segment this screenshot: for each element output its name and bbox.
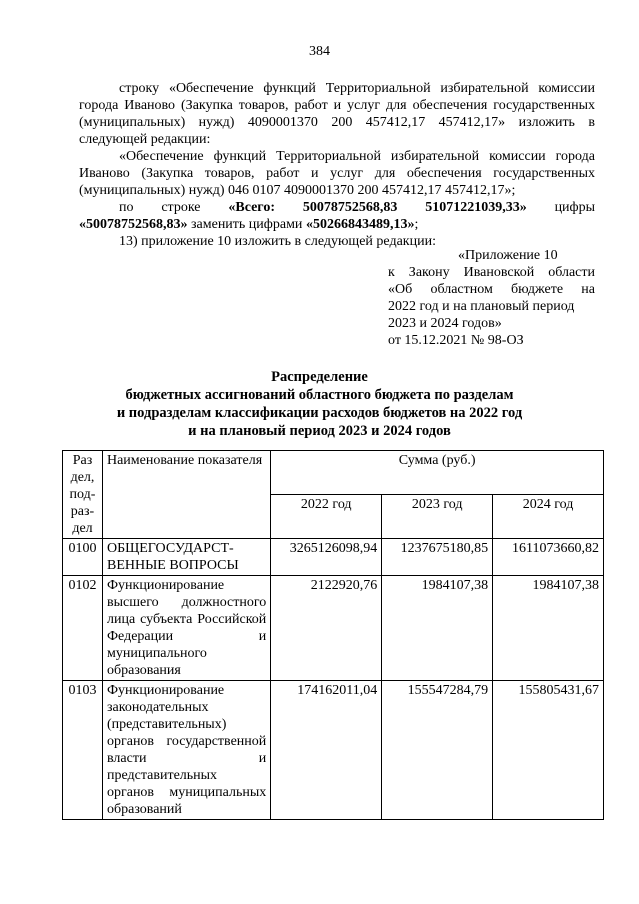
row-value-2022: 3265126098,94	[271, 539, 382, 576]
row-value-2023: 1984107,38	[382, 576, 493, 681]
row-value-2024: 1984107,38	[493, 576, 604, 681]
paragraph-3-line-2	[79, 216, 595, 233]
title-line-2: бюджетных ассигнований областного бюджета по разделам	[125, 387, 514, 403]
p3-part-h: «50266843489,13»	[305, 217, 415, 232]
document-title	[0, 368, 639, 440]
p3-part-g: заменить цифрами	[191, 217, 303, 232]
header-code: Раз дел, под- раз- дел	[63, 451, 103, 539]
row-value-2023: 1237675180,85	[382, 539, 493, 576]
p3-part-b: «Всего:	[228, 200, 275, 215]
appendix-line-6: от 15.12.2021 № 98-ОЗ	[388, 333, 524, 348]
table-row	[63, 576, 604, 681]
p3-part-f: «50078752568,83»	[79, 217, 188, 232]
p3-part-c: 50078752568,83	[302, 200, 398, 215]
p3-part-e: цифры	[554, 200, 596, 215]
paragraph-2: «Обеспечение функций Территориальной избирательной комиссии города Иваново (Закупка товаров, работ и услуг для обеспечения государственных (муниципальных) нужд) 046 0107 4090001370 200 457412,17 457412,17»;	[79, 149, 595, 198]
appendix-line-2: к Закону Ивановской области	[388, 265, 595, 280]
table-row	[63, 539, 604, 576]
row-code: 0103	[63, 681, 103, 820]
header-year-2024: 2024 год	[493, 495, 604, 539]
paragraph-1: строку «Обеспечение функций Территориальной избирательной комиссии города Иваново (Закупка товаров, работ и услуг для обеспечения государственных (муниципальных) нужд) 4090001370 200 457412,17 457412,17» изложить в следующей редакции:	[79, 81, 595, 147]
appendix-line-1: «Приложение 10	[458, 248, 558, 263]
row-value-2022: 2122920,76	[271, 576, 382, 681]
header-year-2022: 2022 год	[271, 495, 382, 539]
appendix-note	[388, 247, 595, 349]
header-name: Наименование показателя	[102, 451, 270, 539]
table-header-row-1	[63, 451, 604, 495]
appendix-line-3: «Об областном бюджете на	[388, 282, 595, 297]
row-code: 0102	[63, 576, 103, 681]
paragraph-3-line-1	[79, 199, 595, 216]
p3-part-a: по строке	[119, 200, 201, 215]
row-name: Функционирование высшего должностного лица субъекта Российской Федерации и муниципального образования	[102, 576, 270, 681]
appendix-line-5: 2023 и 2024 годов»	[388, 316, 502, 331]
row-value-2022: 174162011,04	[271, 681, 382, 820]
row-name: Функционирование законодательных (представительных) органов государственной власти и представительных органов муниципальных образований	[102, 681, 270, 820]
table-row	[63, 681, 604, 820]
row-code: 0100	[63, 539, 103, 576]
body-text	[79, 80, 595, 250]
row-value-2024: 155805431,67	[493, 681, 604, 820]
p3-part-d: 51071221039,33»	[425, 200, 527, 215]
paragraph-4: 13) приложение 10 изложить в следующей редакции:	[119, 234, 436, 249]
header-sum: Сумма (руб.)	[271, 451, 604, 495]
row-value-2024: 1611073660,82	[493, 539, 604, 576]
p3-part-i: ;	[414, 217, 419, 232]
title-line-1: Распределение	[271, 369, 368, 385]
header-year-2023: 2023 год	[382, 495, 493, 539]
appendix-line-4: 2022 год и на плановый период	[388, 299, 575, 314]
row-name: ОБЩЕГОСУДАРСТ-ВЕННЫЕ ВОПРОСЫ	[102, 539, 270, 576]
budget-table	[62, 450, 604, 820]
row-value-2023: 155547284,79	[382, 681, 493, 820]
title-line-4: и на плановый период 2023 и 2024 годов	[188, 423, 451, 439]
title-line-3: и подразделам классификации расходов бюджетов на 2022 год	[116, 405, 523, 421]
page-number: 384	[309, 44, 330, 59]
